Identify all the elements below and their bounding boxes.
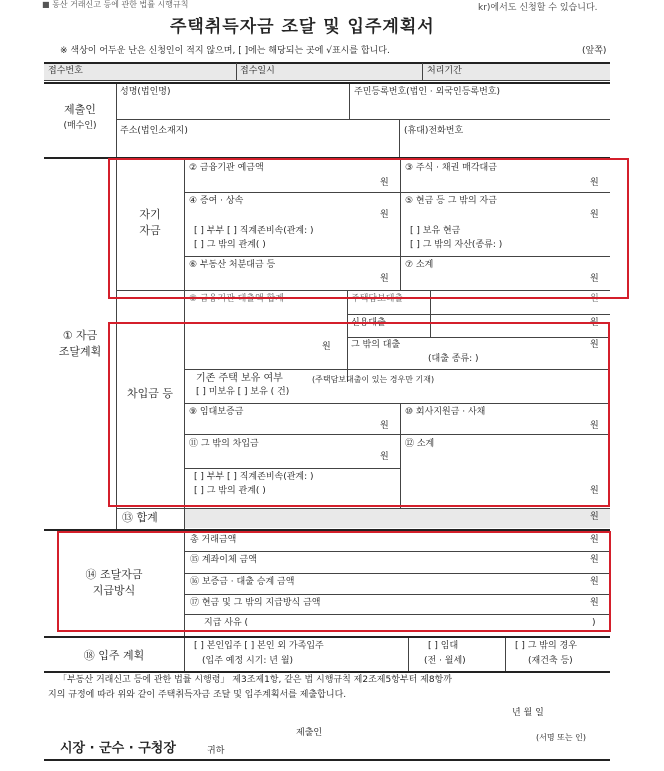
unit-won: 원 [590,555,599,565]
date-line[interactable]: 년 월 일 [512,708,544,718]
own-funds-label: 자기 [139,208,161,221]
loan-type-field[interactable]: (대출 종류: ) [428,354,479,364]
borrowed-funds-highlight-box [108,322,610,507]
page-side-label: (앞쪽) [582,46,607,56]
name-field-label[interactable]: 성명(법인명) [120,87,171,97]
other-loan-label: 그 밖의 대출 [351,340,401,350]
lease-deposit-label: ⑨ 임대보증금 [189,407,244,417]
other-assets-checkbox[interactable]: [ ] 그 밖의 자산(종류: ) [410,240,503,250]
unit-won: 원 [380,452,389,462]
payment-reason-close: ) [592,618,596,628]
other-case-checkbox[interactable]: [ ] 그 밖의 경우 [515,641,577,651]
other-borrowing-label: ⑪ 그 밖의 차입금 [189,439,259,449]
lease-checkbox[interactable]: [ ] 임대 [428,641,459,651]
unit-won: 원 [380,178,389,188]
company-loan-label: ⑩ 회사지원금 · 사채 [405,407,486,417]
stocks-label: ③ 주식 · 채권 매각대금 [405,163,497,173]
deposits-label: ② 금융기관 예금액 [189,163,264,173]
unit-won: 원 [380,210,389,220]
own-funds-highlight-box [108,158,629,299]
deposit-loan-succession-label: ⑯ 보증금 · 대출 승계 금액 [190,577,295,587]
expected-move-in-field[interactable]: (입주 예정 시기: 년 월) [202,656,294,666]
unit-won: 원 [590,294,599,304]
unit-won: 원 [322,342,331,352]
lease-type-note: (전 · 월세) [424,656,466,666]
processing-period-label: 처리기간 [427,66,462,76]
page-title: 주택취득자금 조달 및 입주계획서 [170,17,435,37]
unit-won: 원 [590,598,599,608]
gift-relation-other-checkbox[interactable]: [ ] 그 밖의 관계( ) [194,240,266,250]
phone-field-label[interactable]: (휴대)전화번호 [404,126,464,136]
cash-other-payment-label: ⑰ 현금 및 그 밖의 지급방식 금액 [190,598,321,608]
payment-reason-field[interactable]: 지급 사유 ( [204,618,249,628]
mortgage-loan-label: 주택담보대출 [351,294,404,304]
unit-won: 원 [590,274,599,284]
top-cut-text-right: kr)에서도 신청할 수 있습니다. [478,3,598,13]
payment-method-highlight-box [57,531,611,632]
signature-hint[interactable]: (서명 또는 인) [536,733,586,742]
cash-held-checkbox[interactable]: [ ] 보유 현금 [410,226,461,236]
submitter-sublabel: (매수인) [63,121,97,131]
unit-won: 원 [590,486,599,496]
borrowing-relation-other-checkbox[interactable]: [ ] 그 밖의 관계( ) [194,486,266,496]
occupancy-plan-label: ⑱ 입주 계획 [83,649,145,662]
submitter-sign-label: 제출인 [296,728,323,738]
self-occupancy-checkbox[interactable]: [ ] 본인입주 [ ] 본인 외 가족입주 [194,641,324,651]
funding-plan-label-2: 조달계획 [58,345,102,358]
payment-method-label: ⑭ 조달자금 [85,568,143,581]
unit-won: 원 [380,421,389,431]
address-field-label[interactable]: 주소(법인소재지) [120,126,188,136]
declaration-text: 「부동산 거래신고 등에 관한 법률 시행령」 제3조제1항, 같은 법 시행규칙 제2조제5항부터 제8항까 [58,675,452,685]
existing-home-label: 기존 주택 보유 여부 [196,373,283,384]
borrowed-subtotal-label: ⑫ 소계 [405,439,435,449]
cash-label: ⑤ 현금 등 그 밖의 자금 [405,196,497,206]
real-estate-proceeds-label: ⑥ 부동산 처분대금 등 [189,260,276,270]
receipt-date-label: 접수일시 [240,66,275,76]
gift-relation-checkbox[interactable]: [ ] 부부 [ ] 직계존비속(관계: ) [194,226,314,236]
unit-won: 원 [590,535,599,545]
own-funds-label-2: 자금 [139,224,161,237]
addressee-label: 시장 · 군수 · 구청장 [60,741,176,756]
header-row [44,63,610,80]
submitter-label: 제출인 [64,103,96,116]
unit-won: 원 [590,577,599,587]
unit-won: 원 [590,340,599,350]
registration-number-label[interactable]: 주민등록번호(법인 · 외국인등록번호) [354,87,501,97]
top-cut-text: ■ 동산 거래신고 등에 관한 법률 시행규칙 [42,0,189,9]
transfer-amount-label: ⑮ 계좌이체 금액 [190,555,257,565]
unit-won: 원 [380,274,389,284]
loans-total-label: ⑧ 금융기관 대출액 합계 [189,294,284,304]
declaration-text-2: 지의 규정에 따라 위와 같이 주택취득자금 조달 및 입주계획서를 제출합니다. [48,690,347,700]
own-funds-subtotal-label: ⑦ 소계 [405,260,434,270]
unit-won: 원 [590,421,599,431]
other-case-note: (재건축 등) [528,656,573,666]
credit-loan-label: 신용대출 [351,318,386,328]
total-amount-field [185,509,610,528]
total-transaction-label: 총 거래금액 [190,535,237,545]
funding-plan-label: ① 자금 [62,329,98,342]
unit-won: 원 [590,512,599,522]
existing-home-checkbox[interactable]: [ ] 미보유 [ ] 보유 ( 건) [196,387,290,397]
addressee-suffix: 귀하 [207,746,225,756]
unit-won: 원 [590,210,599,220]
gift-label: ④ 증여 · 상속 [189,196,244,206]
borrowed-funds-label: 차입금 등 [126,387,173,400]
payment-method-label-2: 지급방식 [92,584,136,597]
receipt-number-label: 접수번호 [48,66,83,76]
unit-won: 원 [590,318,599,328]
instruction-text: ※ 색상이 어두운 난은 신청인이 적지 않으며, [ ]에는 해당되는 곳에 √표시를 합니다. [60,46,390,56]
total-label: ⑬ 합계 [122,511,158,524]
borrowing-relation-checkbox[interactable]: [ ] 부부 [ ] 직계존비속(관계: ) [194,472,314,482]
unit-won: 원 [590,178,599,188]
existing-home-note: (주택담보대출이 있는 경우만 기재) [312,375,435,384]
